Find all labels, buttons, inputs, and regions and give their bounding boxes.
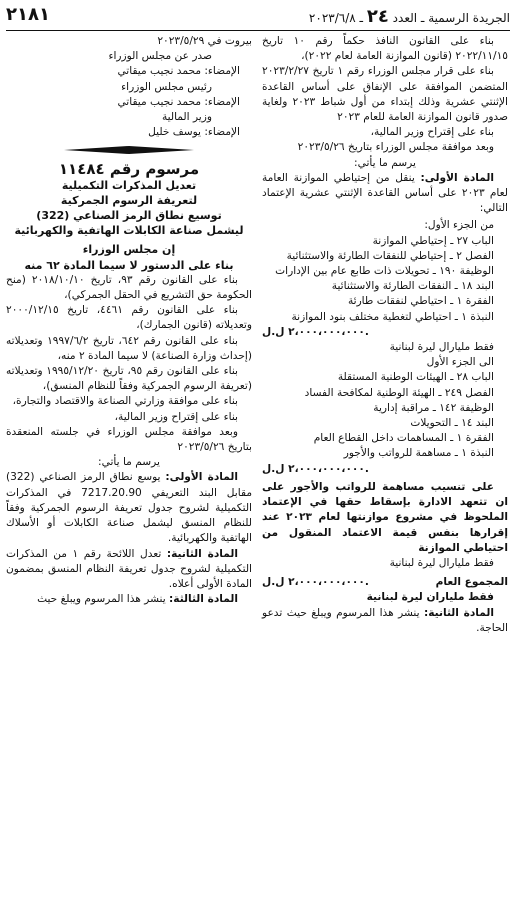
budget-item: الوظيفة ١٩٠ ـ تحويلات ذات طابع عام بين الإدارات [275,265,494,278]
article-2 [6,547,252,593]
total-label: المجموع العام [435,576,508,589]
budget-item: البند ١٤ ـ التحويلات [410,417,494,430]
journal-title: الجريدة الرسمية ـ العدد [392,11,510,25]
right-column [262,34,508,636]
article-label: المادة الأولى: [420,171,494,184]
paragraph: بناء على القانون رقم ٩٣، تاريخ ٢٠١٨/١٠/١٠ (منح الحكومة حق التشريع في الحقل الجمركي)، [6,273,252,302]
article-label: المادة الثانية: [424,606,494,619]
amount-2: ٢،٠٠٠،٠٠٠،٠٠٠ ل.ل. [262,462,369,475]
constitution-line: بناء على الدستور لا سيما المادة ٦٢ منه [24,258,234,272]
decree-title-line: ليشمل صناعة الكابلات الهاتفية والكهربائية [14,224,244,238]
bold-paragraph: على تنسيب مساهمة للرواتب والأجور على ان تتعهد الادارة بإسقاط حقها في الإعتماد الملحوظ في مشروع موازنتها لعام ٢٠٢٣ عند إقرارها بنفس قيمة الاعتماد المنقول من احتياطي الموازنة [262,480,508,554]
decree-number: مرسوم رقم ١١٤٨٤ [58,160,200,179]
from-part: من الجزء الأول: [424,219,494,232]
article-label: المادة الثانية: [166,547,238,560]
budget-item: البند ١٨ ـ النفقات الطارئة والاستثنائية [331,280,494,293]
to-part: الى الجزء الأول [426,356,494,369]
total-row [262,575,508,590]
article-1 [262,171,508,217]
bold-paragraph-words: فقط مليارال ليرة لبنانية [389,556,494,569]
journal-header [309,6,510,27]
place-date: بيروت في ٢٠٢٣/٥/٢٩ [157,35,252,47]
signature: الإمضاء: محمد نجيب ميقاتي [117,65,240,78]
amount-1: ٢،٠٠٠،٠٠٠،٠٠٠ ل.ل. [262,325,369,338]
amount-1-words: فقط مليارال ليرة لبنانية [389,341,494,354]
page-header [6,4,510,31]
budget-item: الباب ٢٧ ـ إحتياطي الموازنة [372,234,494,247]
decree-title-line: لتعريفة الرسوم الجمركية [60,193,198,207]
signature: الإمضاء: يوسف خليل [148,126,240,139]
separator-ornament [64,146,194,154]
paragraph: بناء على قرار مجلس الوزراء رقم ١ تاريخ ٢٠٢٣/٢/٢٧ المتضمن الموافقة على الإنفاق على أساس القاعدة الإثنتي عشرية وذلك إبتداء من أول شباط ٢٠٢٣ ولغاية صدور قانون الموازنة العامة للعام ٢٠٢٣ [262,65,508,124]
total-words: فقط ملياران ليرة لبنانية [366,591,494,604]
article-1 [6,470,252,546]
budget-item: النبذة ١ ـ مساهمة للرواتب والأجور [343,447,494,460]
budget-item: النبذة ١ ـ احتياطي لتغطية مختلف بنود الموازنة [291,310,494,323]
paragraph: بناء على إقتراح وزير المالية، [114,410,238,423]
finance-title: وزير المالية [161,111,212,124]
page-number: ٢١٨١ [6,4,50,25]
paragraph: وبعد موافقة مجلس الوزراء بتاريخ ٢٠٢٣/٥/٢٦ [297,141,494,154]
budget-item: الفصل ٢٤٩ ـ الهيئة الوطنية لمكافحة الفساد [304,386,494,399]
decree-title-line: توسيع نطاق الرمز الصناعي (322) [36,209,222,223]
decree-title-line: تعديل المذكرات التكميلية [61,178,197,192]
article-text: ينشر هذا المرسوم ويبلغ حيث [37,593,166,606]
issued-by: صدر عن مجلس الوزراء [108,50,212,63]
budget-item: الفصل ٢ ـ إحتياطي للنفقات الطارئة والاستثنائية [286,249,494,262]
paragraph: بناء على إقتراح وزير المالية، [370,126,494,139]
paragraph: بناء على موافقة وزارتي الصناعة والاقتصاد والتجارة، [12,395,238,408]
budget-item: الوظيفة ١٤٢ ـ مراقبة إدارية [373,401,494,414]
article-text: يوسع نطاق الرمز الصناعي (322) مقابل البند التعريفي 7217.20.90 في المذكرات التكميلية لشروح جدول تعريفة الرسوم الجمركية وفقاً للنظام المنسق ليشمل صناعة الكابلات أو الأسلاك الهاتفية والكهربائية. [6,471,252,545]
article-text: تعدل اللائحة رقم ١ من المذكرات التكميلية لشروح جدول تعريفة النظام المنسق بمضمون المادة الأولى أعلاه. [6,547,252,590]
issue-number: ٢٤ [366,6,389,27]
article-label: المادة الأولى: [165,471,238,484]
article-text: ينشر هذا المرسوم ويبلغ حيث تدعو الحاجة. [262,606,508,634]
decrees-line: يرسم ما يأتي: [98,456,160,469]
budget-item: الباب ٢٨ ـ الهيئات الوطنية المستقلة [337,371,494,384]
article-2 [262,606,508,636]
article-label: المادة الثالثة: [169,593,238,606]
paragraph: بناء على القانون النافذ حكماً رقم ١٠ تاريخ ٢٠٢٢/١١/١٥ (قانون الموازنة العامة لعام ٢٠٢٢)، [262,35,508,63]
paragraph: بناء على القانون رقم ٤٤٦١، تاريخ ٢٠٠٠/١٢/١٥ وتعديلاته (قانون الجمارك)، [6,304,252,332]
pm-title: رئيس مجلس الوزراء [121,80,212,93]
paragraph: وبعد موافقة مجلس الوزراء في جلسته المنعقدة بتاريخ ٢٠٢٣/٥/٢٦ [6,425,252,454]
article-text: ينقل من إحتياطي الموازنة العامة لعام ٢٠٢٣ على أساس القاعدة الإثنتي عشرية الإعتماد التالي: [262,171,508,215]
total-value: ٢،٠٠٠،٠٠٠،٠٠٠ ل.ل. [262,576,369,589]
signature: الإمضاء: محمد نجيب ميقاتي [117,95,240,108]
article-3 [6,592,252,607]
paragraph: بناء على القانون رقم ٩٥، تاريخ ١٩٩٥/١٢/٢٠ وتعديلاته (تعريفة الرسوم الجمركية وفقاً للنظام المنسق)، [6,365,252,393]
council-line: إن مجلس الوزراء [82,243,176,257]
budget-item: الفقرة ١ ـ احتياطي لنفقات طارئة [347,295,494,308]
issue-date: ـ ٢٠٢٣/٦/٨ [308,11,364,25]
decrees-line: يرسم ما يأتي: [354,156,416,169]
budget-item: الفقرة ١ ـ المساهمات داخل القطاع العام [313,432,494,445]
paragraph: بناء على القانون رقم ٦٤٢، تاريخ ١٩٩٧/٦/٢ وتعديلاته (إحداث وزارة الصناعة) لا سيما المادة ٢ منه، [6,334,252,362]
left-column [6,34,252,607]
